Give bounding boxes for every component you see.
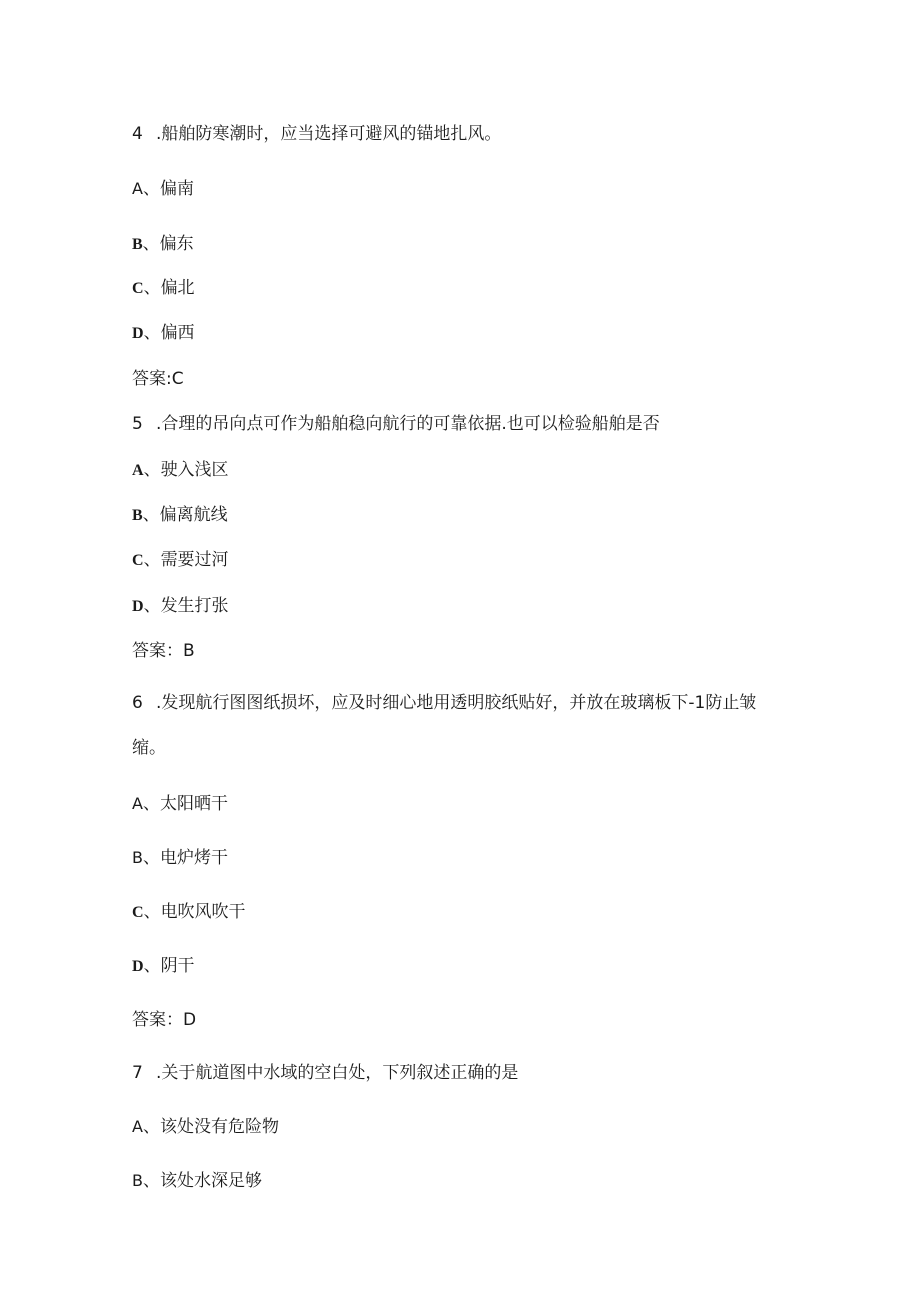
question-text: .合理的吊向点可作为船舶稳向航行的可靠依据.也可以检验船舶是否 bbox=[156, 414, 660, 434]
question-4 bbox=[132, 123, 501, 145]
question-text: .船舶防寒潮时，应当选择可避风的锚地扎风。 bbox=[156, 124, 502, 144]
question-6-continuation: 缩。 bbox=[132, 738, 166, 758]
question-number: 4 bbox=[132, 124, 143, 144]
option-4-c: C、偏北 bbox=[132, 278, 195, 298]
question-number: 6 bbox=[132, 693, 143, 713]
option-5-c: C、需要过河 bbox=[132, 550, 229, 570]
option-4-a: A、偏南 bbox=[132, 179, 194, 199]
option-5-a: A、驶入浅区 bbox=[132, 460, 229, 480]
question-7 bbox=[132, 1062, 518, 1084]
option-7-b: B、该处水深足够 bbox=[132, 1171, 262, 1191]
question-text: .发现航行图图纸损坏，应及时细心地用透明胶纸贴好，并放在玻璃板下-1防止皱 bbox=[156, 693, 757, 713]
option-6-b: B、电炉烤干 bbox=[132, 848, 228, 868]
question-5 bbox=[132, 413, 660, 435]
question-6 bbox=[132, 692, 756, 714]
option-7-a: A、该处没有危险物 bbox=[132, 1117, 279, 1137]
answer-4: 答案:C bbox=[132, 369, 184, 389]
option-6-a: A、太阳晒干 bbox=[132, 794, 228, 814]
question-number: 5 bbox=[132, 414, 143, 434]
answer-5: 答案：B bbox=[132, 641, 195, 661]
option-4-b: B、偏东 bbox=[132, 234, 194, 254]
option-5-d: D、发生打张 bbox=[132, 596, 229, 616]
option-6-c: C、电吹风吹干 bbox=[132, 902, 246, 922]
question-number: 7 bbox=[132, 1063, 143, 1083]
option-5-b: B、偏离航线 bbox=[132, 505, 228, 525]
answer-6: 答案：D bbox=[132, 1010, 197, 1030]
option-6-d: D、阴干 bbox=[132, 956, 195, 976]
question-text: .关于航道图中水域的空白处，下列叙述正确的是 bbox=[156, 1063, 519, 1083]
option-4-d: D、偏西 bbox=[132, 323, 195, 343]
